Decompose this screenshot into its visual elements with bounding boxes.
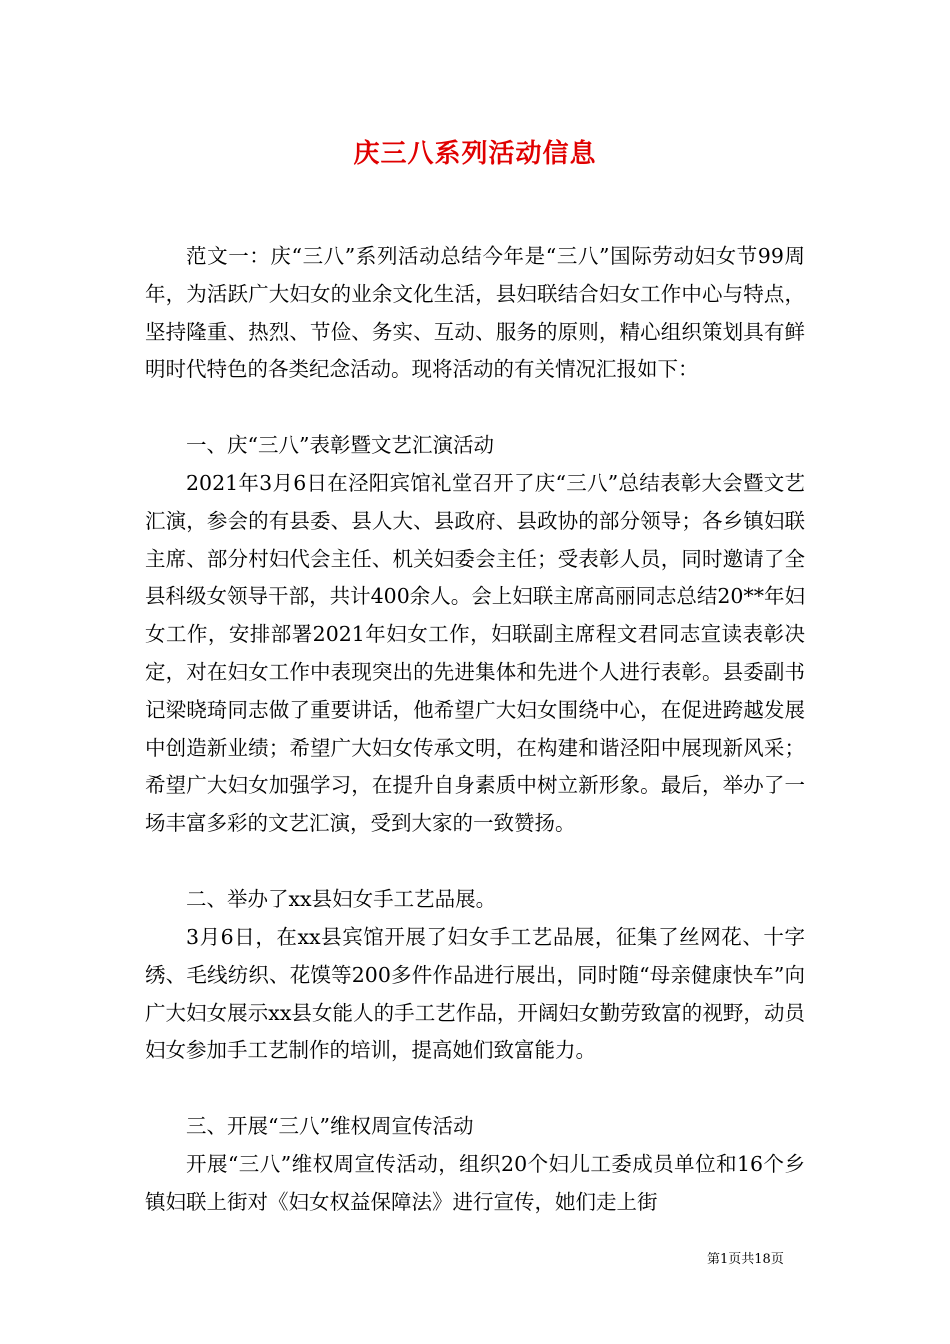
section-heading-3: 三、开展“三八”维权周宣传活动 [186, 1114, 474, 1138]
paragraph-section-3: 开展“三八”维权周宣传活动，组织20个妇儿工委成员单位和16个乡镇妇联上街对《妇女权益保障法》进行宣传，她们走上街 [145, 1152, 805, 1214]
paragraph-section-2: 3月6日，在xx县宾馆开展了妇女手工艺品展，征集了丝网花、十字绣、毛线纺织、花馍等200多件作品进行展出，同时随“母亲健康快车”向广大妇女展示xx县女能人的手工艺作品，开阔妇女勤劳致富的视野，动员妇女参加手工艺制作的培训，提高她们致富能力。 [145, 925, 805, 1063]
page-number-footer: 第1页共18页 [707, 1252, 784, 1267]
section-heading-2: 二、举办了xx县妇女手工艺品展。 [186, 887, 497, 911]
paragraph-section-1: 2021年3月6日在泾阳宾馆礼堂召开了庆“三八”总结表彰大会暨文艺汇演，参会的有县委、县人大、县政府、县政协的部分领导；各乡镇妇联主席、部分村妇代会主任、机关妇委会主任；受表彰人员，同时邀请了全县科级女领导干部，共计400余人。会上妇联主席高丽同志总结20**年妇女工作，安排部署2021年妇女工作，妇联副主席程文君同志宣读表彰决定，对在妇女工作中表现突出的先进集体和先进个人进行表彰。县委副书记梁晓琦同志做了重要讲话，他希望广大妇女围绕中心，在促进跨越发展中创造新业绩；希望广大妇女传承文明，在构建和谐泾阳中展现新风采；希望广大妇女加强学习，在提升自身素质中树立新形象。最后，举办了一场丰富多彩的文艺汇演，受到大家的一致赞扬。 [145, 471, 805, 836]
document-title: 庆三八系列活动信息 [353, 139, 597, 169]
section-heading-1: 一、庆“三八”表彰暨文艺汇演活动 [186, 433, 494, 457]
paragraph-intro: 范文一：庆“三八”系列活动总结今年是“三八”国际劳动妇女节99周年，为活跃广大妇女的业余文化生活，县妇联结合妇女工作中心与特点，坚持隆重、热烈、节俭、务实、互动、服务的原则，精心组织策划具有鲜明时代特色的各类纪念活动。现将活动的有关情况汇报如下： [145, 244, 805, 382]
